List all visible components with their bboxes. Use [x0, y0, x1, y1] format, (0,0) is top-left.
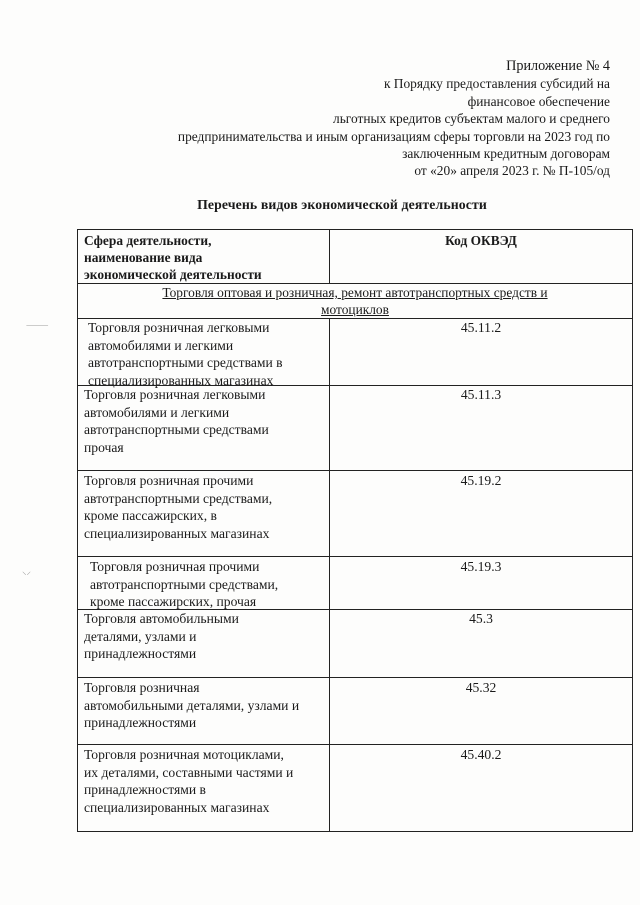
appendix-line: заключенным кредитным договорам — [402, 146, 610, 162]
table-row-activity: Торговля розничная легковыми автомобилями и легкими автотранспортными средствами прочая — [84, 387, 269, 455]
table-row-activity: Торговля розничная автомобильными деталями, узлами и принадлежностями — [84, 680, 300, 731]
table-row-activity: Торговля розничная мотоциклами, их деталями, составными частями и принадлежностями в специализированных магазинах — [84, 747, 294, 815]
table-row-activity: Торговля розничная прочими автотранспортными средствами, кроме пассажирских, прочая — [90, 559, 279, 610]
appendix-block — [110, 58, 610, 180]
table-row-code: 45.32 — [465, 680, 497, 695]
appendix-line: от «20» апреля 2023 г. № П-105/од — [414, 163, 610, 179]
appendix-line: предпринимательства и иным организациям сферы торговли на 2023 год по — [177, 128, 610, 144]
row-divider — [78, 470, 632, 471]
table-row-activity: Торговля автомобильными деталями, узлами и принадлежностями — [84, 611, 239, 662]
section-title: Торговля оптовая и розничная, ремонт автотранспортных средств и мотоциклов — [162, 285, 548, 318]
table-row-code: 45.3 — [469, 611, 493, 626]
table-row-code: 45.11.3 — [460, 387, 502, 402]
row-divider — [78, 677, 632, 678]
row-divider — [78, 556, 632, 557]
table-row-code: 45.19.2 — [460, 473, 502, 488]
table-row-code: 45.19.3 — [460, 559, 502, 574]
table-row-code: 45.11.2 — [460, 320, 502, 335]
appendix-line: Приложение № 4 — [506, 58, 610, 74]
activity-table — [77, 229, 633, 832]
appendix-line: льготных кредитов субъектам малого и среднего — [333, 111, 610, 127]
margin-scan-mark: ⸌⸍ — [22, 571, 32, 581]
appendix-line: к Порядку предоставления субсидий на — [383, 76, 610, 92]
header-okved-code: Код ОКВЭД — [445, 233, 517, 248]
header-activity: Сфера деятельности, наименование вида экономической деятельности — [84, 233, 262, 282]
row-divider — [78, 744, 632, 745]
margin-scan-mark: ⸻ — [26, 321, 49, 331]
table-row-activity: Торговля розничная легковыми автомобилями и легкими автотранспортными средствами в специализированных магазинах — [88, 320, 283, 388]
table-row-code: 45.40.2 — [460, 747, 502, 762]
document-heading: Перечень видов экономической деятельности — [197, 197, 487, 212]
appendix-line: финансовое обеспечение — [467, 93, 610, 109]
table-row-activity: Торговля розничная прочими автотранспортными средствами, кроме пассажирских, в специализированных магазинах — [84, 473, 273, 541]
